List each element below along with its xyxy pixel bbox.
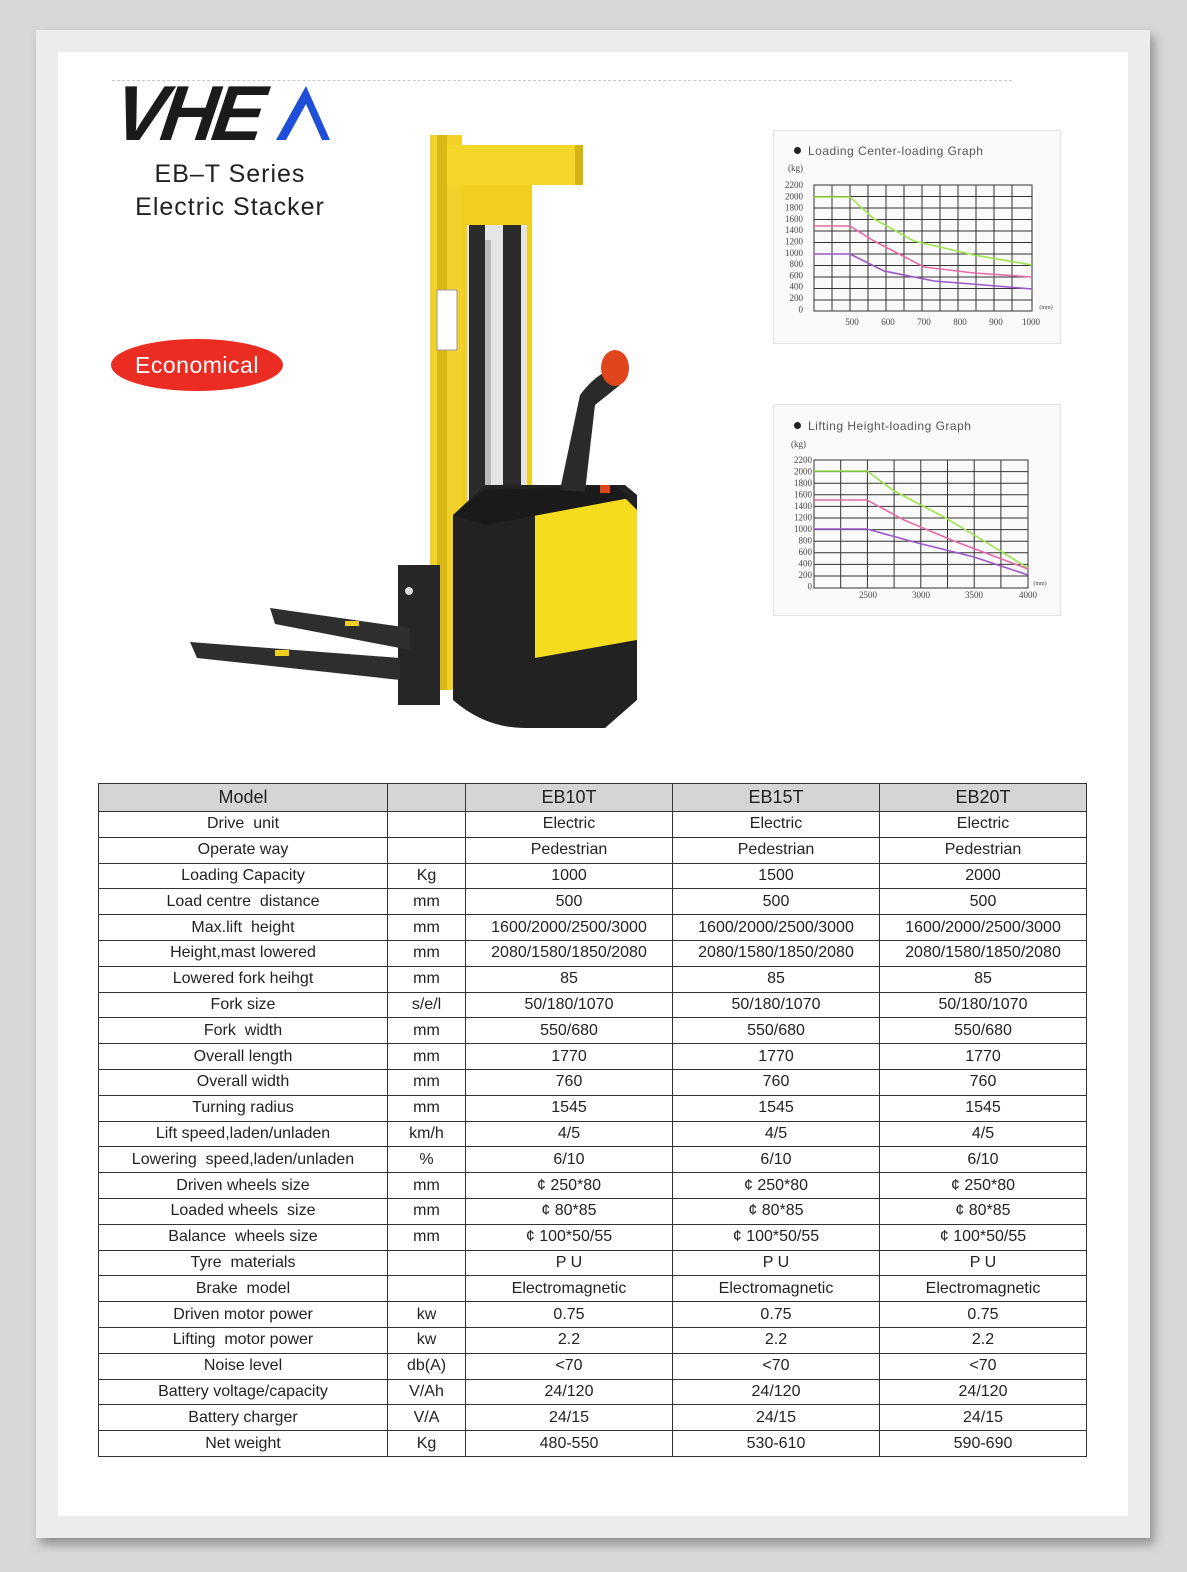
spec-eb20t: 760 [880,1069,1087,1095]
table-row [99,1353,1087,1379]
spec-name: Driven wheels size [99,1173,388,1199]
spec-name: Lowered fork heihgt [99,966,388,992]
spec-unit [388,1276,466,1302]
g2-y-tick: 1400 [794,501,812,511]
g2-y-tick: 2200 [794,455,812,465]
g1-y-tick: 2200 [785,180,803,190]
spec-eb10t: 24/120 [466,1379,673,1405]
spec-unit [388,1250,466,1276]
header-model: Model [99,784,388,812]
g2-y-tick: 1800 [794,478,812,488]
spec-unit: kw [388,1302,466,1328]
spec-eb15t: Pedestrian [673,837,880,863]
spec-eb10t: 2.2 [466,1327,673,1353]
spec-eb20t: 500 [880,889,1087,915]
table-row [99,1147,1087,1173]
spec-eb15t: 530-610 [673,1431,880,1457]
spec-eb20t: ¢ 100*50/55 [880,1224,1087,1250]
spec-name: Fork size [99,992,388,1018]
g2-x-tick: 3000 [912,590,930,600]
spec-eb15t: 2.2 [673,1327,880,1353]
table-row [99,1250,1087,1276]
spec-eb15t: 2080/1580/1850/2080 [673,940,880,966]
g1-x-unit: (mm) [1039,305,1053,311]
spec-eb20t: 50/180/1070 [880,992,1087,1018]
g2-x-tick: 4000 [1019,590,1037,600]
spec-eb20t: Pedestrian [880,837,1087,863]
g2-y-tick: 1600 [794,489,812,500]
spec-eb15t: 1770 [673,1044,880,1070]
g2-y-tick: 600 [798,547,812,557]
spec-unit [388,837,466,863]
spec-eb15t: Electric [673,812,880,838]
g2-x-unit: (mm) [1033,581,1047,587]
spec-name: Tyre materials [99,1250,388,1276]
spec-eb15t: P U [673,1250,880,1276]
table-row [99,1379,1087,1405]
table-row [99,1173,1087,1199]
spec-eb10t: 50/180/1070 [466,992,673,1018]
spec-name: Brake model [99,1276,388,1302]
table-row [99,940,1087,966]
header-eb20t: EB20T [880,784,1087,812]
lifting-height-graph-plot [774,405,1060,615]
lifting-height-graph-title: Lifting Height-loading Graph [794,419,971,433]
spec-eb15t: 4/5 [673,1121,880,1147]
spec-name: Loaded wheels size [99,1198,388,1224]
g1-y-tick: 1000 [785,247,803,258]
g1-y-tick: 1800 [785,202,803,213]
g2-y-tick: 2000 [794,466,812,477]
spec-unit: db(A) [388,1353,466,1379]
spec-name: Height,mast lowered [99,940,388,966]
spec-eb20t: 590-690 [880,1431,1087,1457]
table-header-row [99,784,1087,812]
spec-name: Lowering speed,laden/unladen [99,1147,388,1173]
table-row [99,1276,1087,1302]
spec-unit: V/Ah [388,1379,466,1405]
spec-eb15t: 24/15 [673,1405,880,1431]
spec-name: Balance wheels size [99,1224,388,1250]
spec-eb15t: 1500 [673,863,880,889]
g1-x-tick: 900 [989,317,1003,327]
table-row [99,889,1087,915]
spec-unit: mm [388,1224,466,1250]
spec-eb10t: ¢ 100*50/55 [466,1224,673,1250]
spec-eb20t: 24/15 [880,1405,1087,1431]
spec-unit: mm [388,889,466,915]
spec-unit: V/A [388,1405,466,1431]
g1-y-tick: 2000 [785,191,803,202]
spec-eb10t: 0.75 [466,1302,673,1328]
table-row [99,1095,1087,1121]
table-row [99,1224,1087,1250]
table-row [99,1327,1087,1353]
g2-y-tick: 1000 [794,524,812,534]
spec-eb10t: 1600/2000/2500/3000 [466,915,673,941]
spec-eb15t: 85 [673,966,880,992]
table-row [99,1121,1087,1147]
loading-center-graph [773,130,1061,344]
spec-eb15t: 760 [673,1069,880,1095]
g2-y-unit: (kg) [791,439,806,449]
g1-x-tick: 1000 [1022,317,1040,327]
spec-unit: mm [388,1018,466,1044]
spec-eb10t: Pedestrian [466,837,673,863]
g1-y-tick: 800 [789,259,803,270]
spec-eb20t: <70 [880,1353,1087,1379]
spec-eb15t: ¢ 100*50/55 [673,1224,880,1250]
g1-y-tick: 1600 [785,213,803,224]
economical-badge: Economical [111,339,283,391]
spec-eb20t: 550/680 [880,1018,1087,1044]
g1-y-tick: 1200 [785,236,803,247]
table-row [99,1044,1087,1070]
spec-name: Driven motor power [99,1302,388,1328]
g2-y-tick: 0 [807,581,812,592]
spec-eb10t: 4/5 [466,1121,673,1147]
spec-eb10t: 24/15 [466,1405,673,1431]
spec-eb10t: 1545 [466,1095,673,1121]
g1-y-tick: 600 [789,270,803,281]
spec-eb15t: 550/680 [673,1018,880,1044]
spec-name: Net weight [99,1431,388,1457]
table-body [99,812,1087,1457]
header-unit [388,784,466,812]
table-row [99,1405,1087,1431]
g1-y-tick: 400 [789,281,803,292]
spec-eb20t: 6/10 [880,1147,1087,1173]
g2-y-tick: 1200 [794,512,812,523]
spec-name: Overall length [99,1044,388,1070]
spec-unit: mm [388,1044,466,1070]
spec-eb20t: 0.75 [880,1302,1087,1328]
spec-unit: mm [388,940,466,966]
spec-eb15t: 500 [673,889,880,915]
table-row [99,1302,1087,1328]
spec-eb10t: Electric [466,812,673,838]
spec-eb10t: ¢ 80*85 [466,1198,673,1224]
g1-x-tick: 800 [953,317,967,327]
series-name: EB–T Series [154,160,306,188]
spec-eb10t: 2080/1580/1850/2080 [466,940,673,966]
spec-name: Operate way [99,837,388,863]
spec-eb10t: 1000 [466,863,673,889]
spec-eb10t: 480-550 [466,1431,673,1457]
loading-center-graph-title: Loading Center-loading Graph [794,144,983,158]
g1-curve-pink [814,226,1032,277]
spec-name: Fork width [99,1018,388,1044]
spec-eb20t: 2000 [880,863,1087,889]
spec-eb20t: 2080/1580/1850/2080 [880,940,1087,966]
spec-eb15t: 0.75 [673,1302,880,1328]
spec-eb20t: 85 [880,966,1087,992]
spec-name: Load centre distance [99,889,388,915]
spec-unit: Kg [388,863,466,889]
g2-y-tick: 800 [798,535,812,546]
table-row [99,1431,1087,1457]
spec-eb10t: 760 [466,1069,673,1095]
spec-eb20t: 1770 [880,1044,1087,1070]
spec-unit: km/h [388,1121,466,1147]
spec-name: Drive unit [99,812,388,838]
table-row [99,837,1087,863]
brand-logo-text: VHE [108,69,267,157]
spec-unit: mm [388,1069,466,1095]
spec-eb15t: 6/10 [673,1147,880,1173]
spec-eb20t: 4/5 [880,1121,1087,1147]
table-row [99,966,1087,992]
spec-name: Overall width [99,1069,388,1095]
g2-y-tick: 400 [798,558,812,569]
header-eb10t: EB10T [466,784,673,812]
g2-x-tick: 3500 [965,590,983,600]
spec-eb15t: Electromagnetic [673,1276,880,1302]
g2-x-tick: 2500 [859,590,877,600]
spec-eb20t: 24/120 [880,1379,1087,1405]
spec-eb20t: 1545 [880,1095,1087,1121]
spec-eb10t: 6/10 [466,1147,673,1173]
spec-eb15t: <70 [673,1353,880,1379]
spec-eb15t: 1600/2000/2500/3000 [673,915,880,941]
spec-unit: mm [388,1173,466,1199]
spec-eb10t: 85 [466,966,673,992]
g1-x-tick: 700 [917,317,931,327]
g1-y-tick: 200 [789,293,803,303]
spec-eb10t: 500 [466,889,673,915]
table-row [99,812,1087,838]
spec-name: Battery charger [99,1405,388,1431]
loading-center-graph-plot [774,131,1060,343]
spec-eb20t: 2.2 [880,1327,1087,1353]
spec-eb15t: 24/120 [673,1379,880,1405]
spec-name: Turning radius [99,1095,388,1121]
spec-unit: mm [388,1095,466,1121]
table-row [99,915,1087,941]
spec-eb15t: ¢ 80*85 [673,1198,880,1224]
spec-eb10t: <70 [466,1353,673,1379]
spec-unit: s/e/l [388,992,466,1018]
spec-name: Noise level [99,1353,388,1379]
table-row [99,1198,1087,1224]
spec-eb15t: 50/180/1070 [673,992,880,1018]
spec-eb20t: Electromagnetic [880,1276,1087,1302]
g1-y-tick: 0 [798,304,803,315]
spec-eb20t: 1600/2000/2500/3000 [880,915,1087,941]
spec-eb15t: 1545 [673,1095,880,1121]
spec-eb10t: P U [466,1250,673,1276]
spec-name: Lifting motor power [99,1327,388,1353]
table-row [99,992,1087,1018]
spec-unit: mm [388,915,466,941]
spec-eb10t: 550/680 [466,1018,673,1044]
spec-eb10t: Electromagnetic [466,1276,673,1302]
spec-eb10t: ¢ 250*80 [466,1173,673,1199]
lifting-height-graph [773,404,1061,616]
table-row [99,863,1087,889]
spec-eb20t: Electric [880,812,1087,838]
electric-stacker-image [185,130,665,750]
spec-eb20t: ¢ 250*80 [880,1173,1087,1199]
spec-unit: mm [388,1198,466,1224]
spec-unit: mm [388,966,466,992]
spec-eb20t: P U [880,1250,1087,1276]
spec-eb20t: ¢ 80*85 [880,1198,1087,1224]
table-row [99,1018,1087,1044]
spec-eb10t: 1770 [466,1044,673,1070]
product-type: Electric Stacker [135,193,325,221]
spec-unit [388,812,466,838]
spec-unit: Kg [388,1431,466,1457]
spec-name: Battery voltage/capacity [99,1379,388,1405]
spec-unit: kw [388,1327,466,1353]
spec-name: Lift speed,laden/unladen [99,1121,388,1147]
header-eb15t: EB15T [673,784,880,812]
g1-x-tick: 500 [845,317,859,327]
spec-name: Loading Capacity [99,863,388,889]
g1-y-unit: (kg) [788,163,803,173]
g1-x-tick: 600 [881,317,895,327]
spec-eb15t: ¢ 250*80 [673,1173,880,1199]
spec-unit: % [388,1147,466,1173]
table-row [99,1069,1087,1095]
g1-y-tick: 1400 [785,225,803,236]
spec-name: Max.lift height [99,915,388,941]
specification-table [98,783,1087,1457]
g2-y-tick: 200 [798,570,812,580]
